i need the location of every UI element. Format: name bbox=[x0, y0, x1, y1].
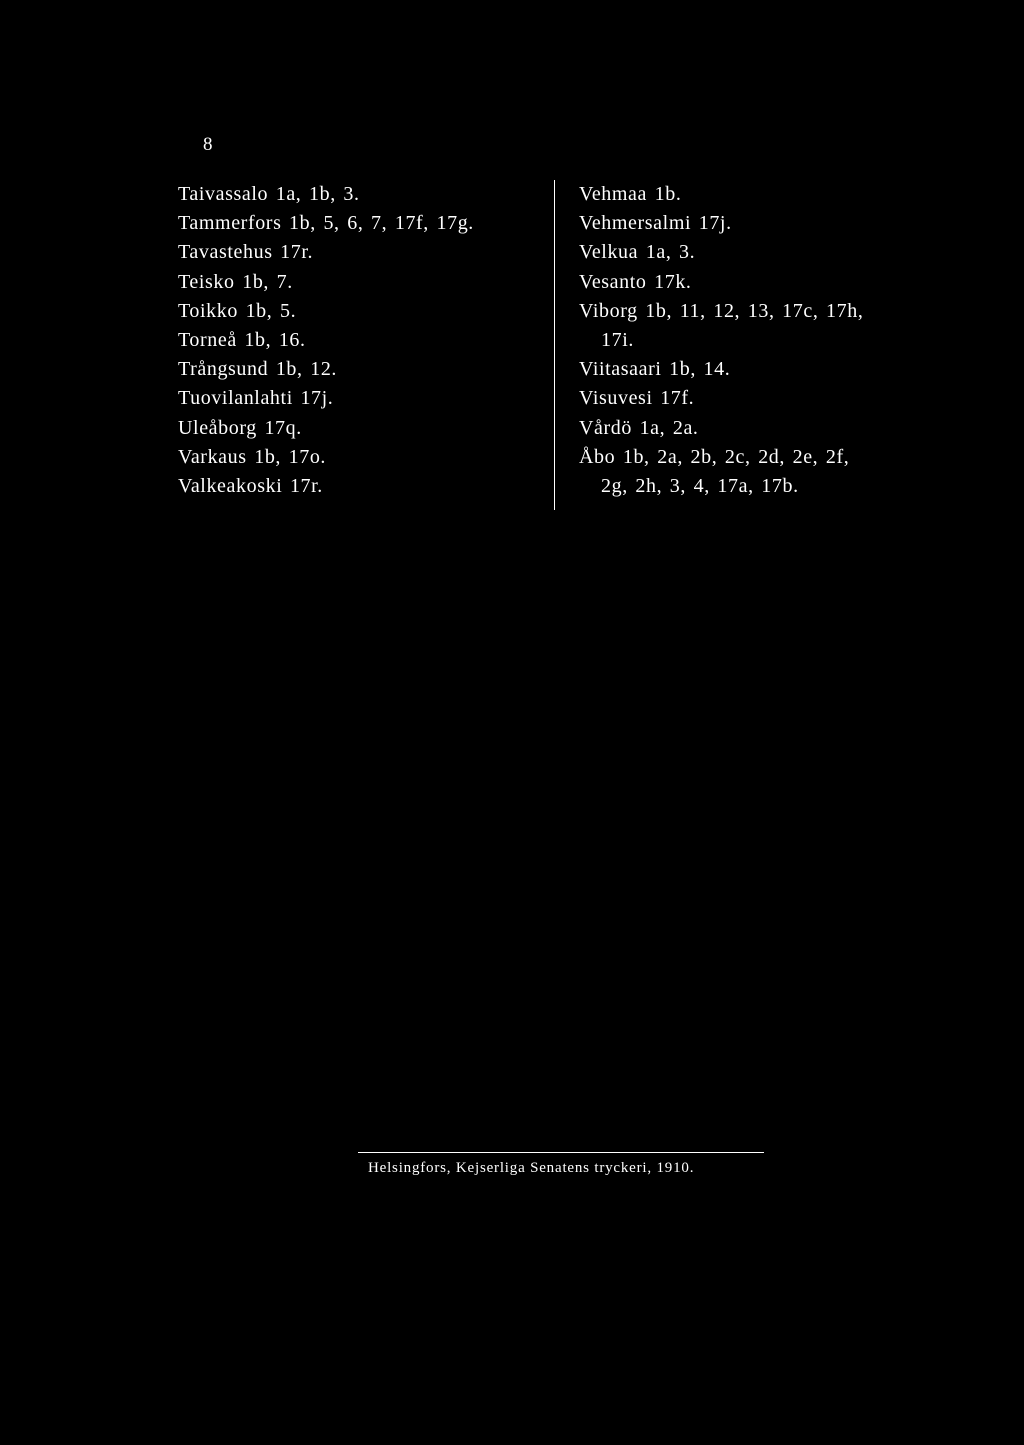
index-entry: Torneå 1b, 16. bbox=[178, 329, 306, 352]
index-entry: Varkaus 1b, 17o. bbox=[178, 445, 327, 468]
column-divider bbox=[554, 180, 555, 510]
index-entry: Vårdö 1a, 2a. bbox=[579, 416, 699, 439]
index-entry: Vehmaa 1b. bbox=[579, 183, 682, 205]
page-number: 8 bbox=[203, 134, 214, 155]
index-column-left bbox=[178, 180, 543, 501]
index-entry-continuation: 17i. bbox=[601, 329, 634, 352]
index-entry: Viborg 1b, 11, 12, 13, 17c, 17h, bbox=[579, 299, 864, 322]
imprint: Helsingfors, Kejserliga Senatens tryckeri, 1910. bbox=[368, 1160, 695, 1176]
index-entry: Tammerfors 1b, 5, 6, 7, 17f, 17g. bbox=[178, 212, 474, 235]
index-entry: Tuovilanlahti 17j. bbox=[178, 387, 334, 410]
index-entry: Tavastehus 17r. bbox=[178, 241, 314, 264]
index-entry: Trångsund 1b, 12. bbox=[178, 358, 338, 381]
index-column-right bbox=[579, 180, 979, 501]
index-entry: Taivassalo 1a, 1b, 3. bbox=[178, 183, 360, 205]
index-entry: Åbo 1b, 2a, 2b, 2c, 2d, 2e, 2f, bbox=[579, 445, 850, 468]
index-entry: Toikko 1b, 5. bbox=[178, 299, 297, 322]
index-entry: Teisko 1b, 7. bbox=[178, 270, 293, 293]
index-entry: Vehmersalmi 17j. bbox=[579, 212, 732, 235]
index-entry: Visuvesi 17f. bbox=[579, 387, 695, 410]
imprint-rule bbox=[358, 1152, 764, 1153]
index-entry: Uleåborg 17q. bbox=[178, 416, 302, 439]
index-entry: Velkua 1a, 3. bbox=[579, 241, 696, 264]
index-entry-continuation: 2g, 2h, 3, 4, 17a, 17b. bbox=[601, 475, 799, 498]
index-entry: Valkeakoski 17r. bbox=[178, 475, 323, 498]
index-entry: Viitasaari 1b, 14. bbox=[579, 358, 731, 381]
index-entry: Vesanto 17k. bbox=[579, 270, 692, 293]
